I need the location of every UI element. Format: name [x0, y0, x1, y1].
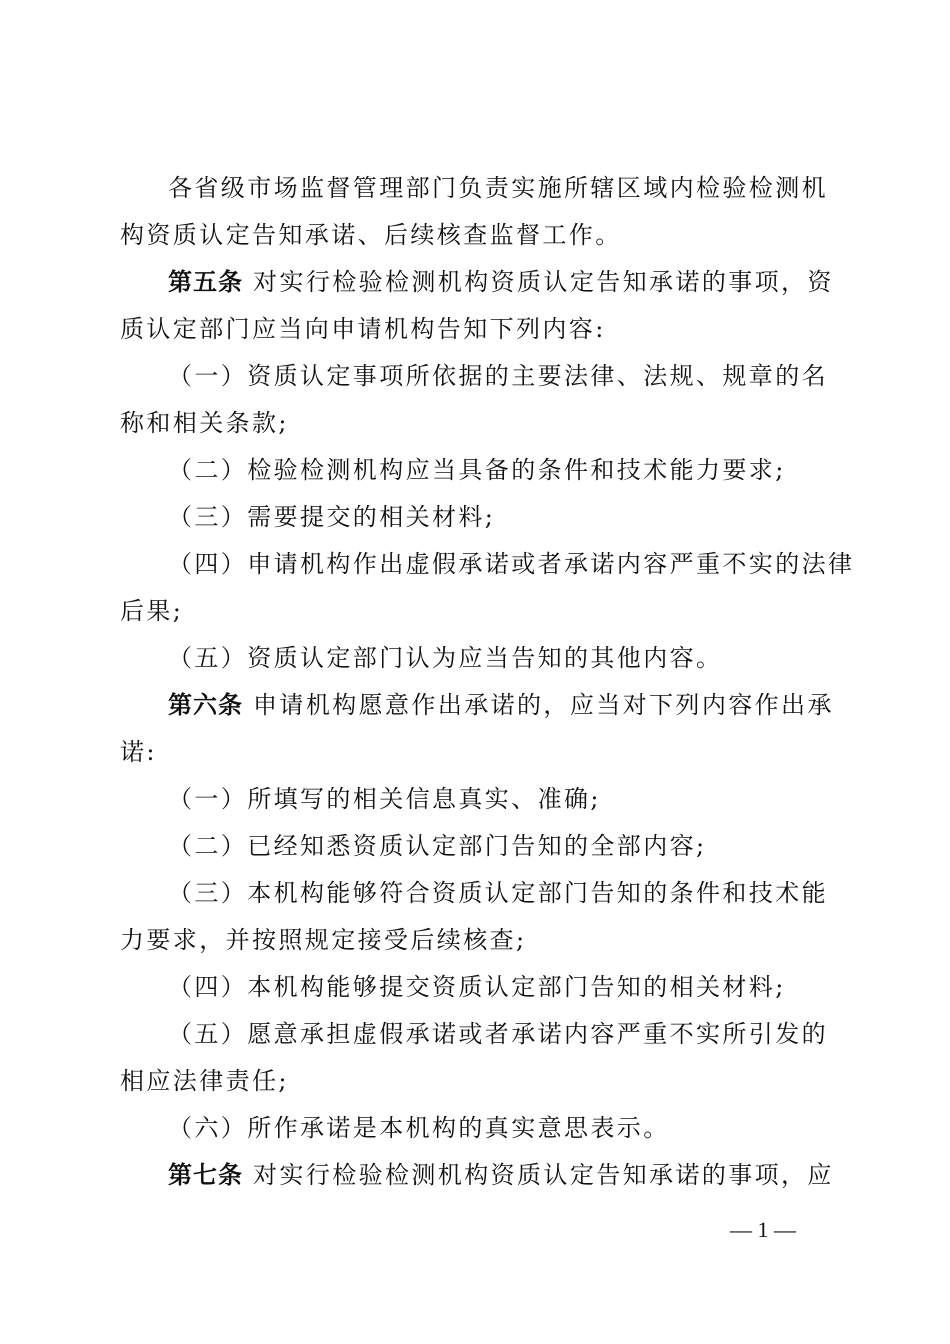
list-item-line: （四）本机构能够提交资质认定部门告知的相关材料; — [168, 973, 786, 1001]
article-7-line — [168, 1159, 834, 1191]
list-item-line: （二）已经知悉资质认定部门告知的全部内容; — [168, 832, 707, 860]
article-5-heading: 第五条 — [168, 268, 243, 296]
list-item-line: （六）所作承诺是本机构的真实意思表示。 — [168, 1114, 670, 1142]
list-item-line: （三）本机构能够符合资质认定部门告知的条件和技术能 — [168, 879, 828, 907]
paragraph-line: 后果; — [120, 597, 184, 625]
article-6-heading: 第六条 — [168, 691, 243, 719]
article-6-line — [168, 689, 834, 721]
article-7-heading: 第七条 — [168, 1161, 243, 1189]
article-5-text: 对实行检验检测机构资质认定告知承诺的事项，资 — [243, 268, 834, 296]
list-item-line: （四）申请机构作出虚假承诺或者承诺内容严重不实的法律 — [168, 550, 855, 578]
list-item-line: （二）检验检测机构应当具备的条件和技术能力要求; — [168, 456, 786, 484]
list-item-line: （三）需要提交的相关材料; — [168, 503, 496, 531]
article-5-line — [168, 266, 834, 298]
article-6-text: 申请机构愿意作出承诺的，应当对下列内容作出承 — [243, 691, 834, 719]
paragraph-line: 诺: — [120, 738, 157, 766]
list-item-line: （一）所填写的相关信息真实、准确; — [168, 785, 601, 813]
list-item-line: （五）资质认定部门认为应当告知的其他内容。 — [168, 644, 723, 672]
paragraph-line: 相应法律责任; — [120, 1067, 289, 1095]
paragraph-line: 力要求，并按照规定接受后续核查; — [120, 926, 527, 954]
page-number: — 1 — — [730, 1217, 796, 1242]
paragraph-line: 构资质认定告知承诺、后续核查监督工作。 — [120, 221, 622, 249]
paragraph-line: 称和相关条款; — [120, 409, 289, 437]
paragraph-line: 各省级市场监督管理部门负责实施所辖区域内检验检测机 — [168, 174, 828, 202]
list-item-line: （一）资质认定事项所依据的主要法律、法规、规章的名 — [168, 362, 828, 390]
article-7-text: 对实行检验检测机构资质认定告知承诺的事项，应 — [243, 1161, 834, 1189]
list-item-line: （五）愿意承担虚假承诺或者承诺内容严重不实所引发的 — [168, 1020, 828, 1048]
paragraph-line: 质认定部门应当向申请机构告知下列内容: — [120, 315, 606, 343]
